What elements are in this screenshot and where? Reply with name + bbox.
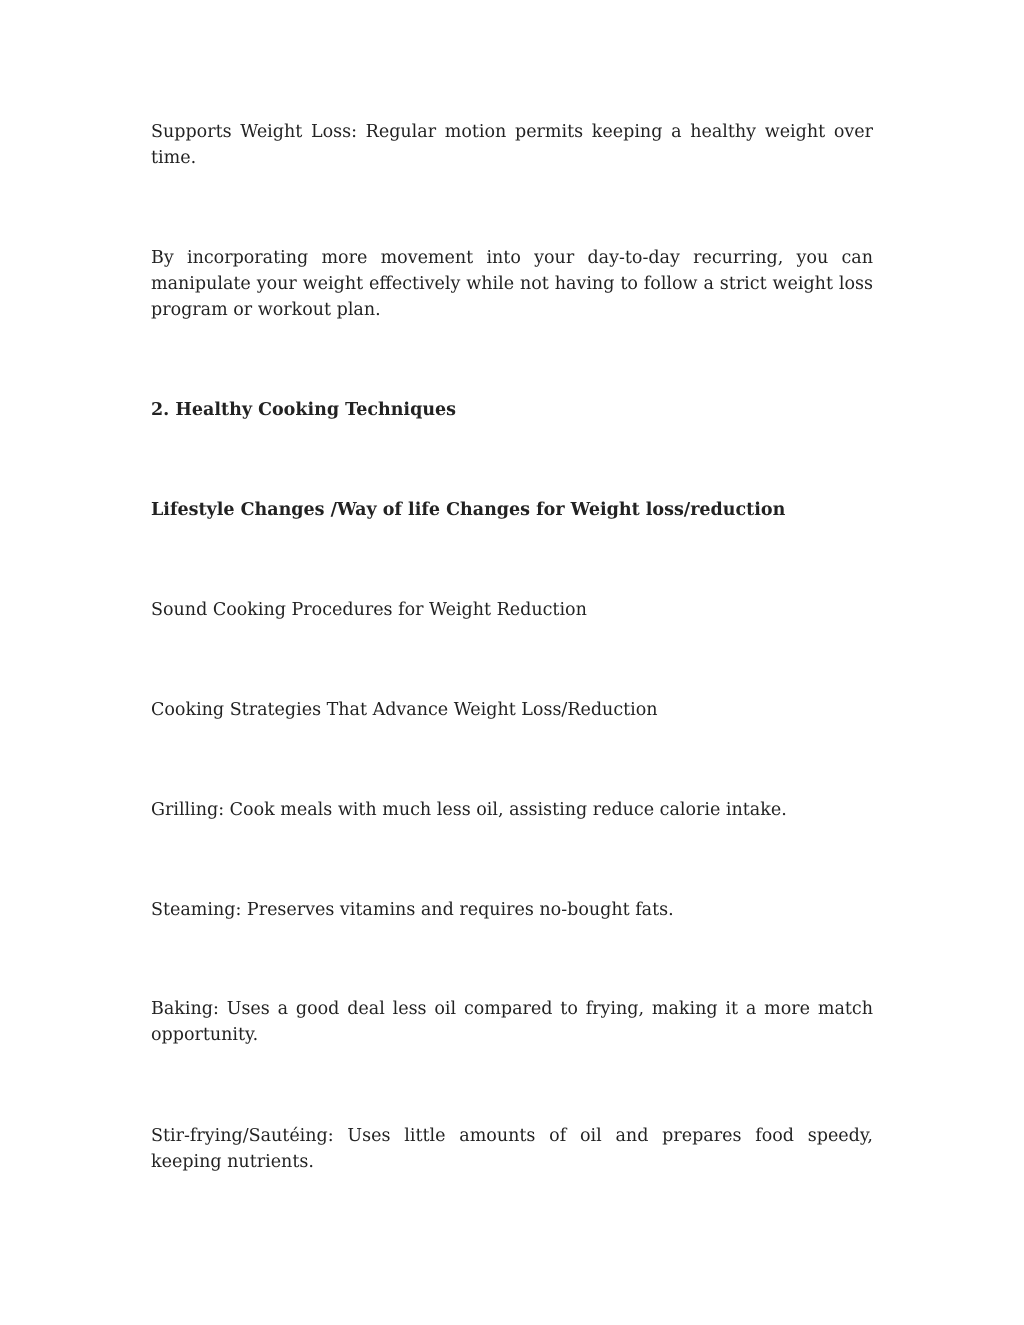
paragraph-stir-frying: Stir-frying/Sautéing: Uses little amounts of oil and prepares food speedy, keeping nutrients. <box>151 1126 873 1172</box>
paragraph-sound-cooking-procedures: Sound Cooking Procedures for Weight Reduction <box>151 600 587 620</box>
paragraph-steaming: Steaming: Preserves vitamins and requires no-bought fats. <box>151 900 674 920</box>
section-heading-healthy-cooking: 2. Healthy Cooking Techniques <box>151 400 457 420</box>
section-heading-lifestyle-changes: Lifestyle Changes /Way of life Changes for Weight loss/reduction <box>151 500 786 520</box>
paragraph-cooking-strategies: Cooking Strategies That Advance Weight Loss/Reduction <box>151 700 658 720</box>
paragraph-incorporating-movement: By incorporating more movement into your day-to-day recurring, you can manipulate your weight effectively while not having to follow a strict weight loss program or workout plan. <box>151 248 873 320</box>
paragraph-supports-weight-loss: Supports Weight Loss: Regular motion permits keeping a healthy weight over time. <box>151 122 873 168</box>
paragraph-baking: Baking: Uses a good deal less oil compared to frying, making it a more match opportunity. <box>151 999 873 1045</box>
paragraph-grilling: Grilling: Cook meals with much less oil, assisting reduce calorie intake. <box>151 800 787 820</box>
